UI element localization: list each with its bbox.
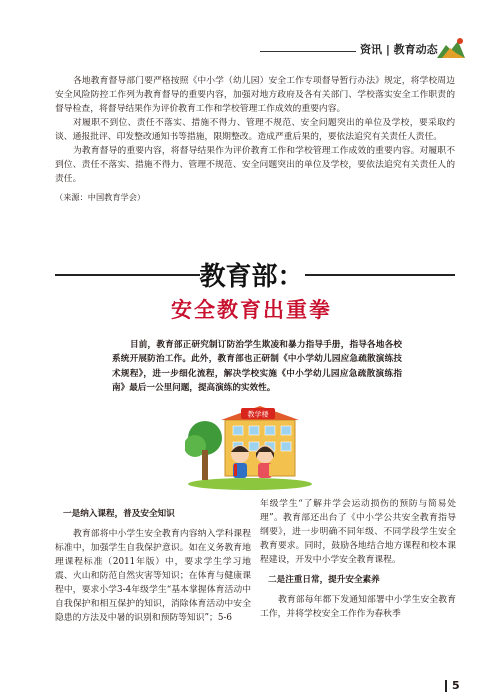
article-title-block	[0, 254, 503, 324]
paragraph: 对履职不到位、责任不落实、措施不得力、管理不规范、安全问题突出的单位及学校，要采取约谈、通报批评、印发整改通知书等措施，限期整改。造成严重后果的，要依法追究有关责任人责任。	[55, 118, 455, 142]
paragraph: 教育部每年都下发通知部署中小学生安全教育工作，并将学校安全工作作为春秋季	[260, 595, 456, 619]
paragraph: 各地教育督导部门要严格按照《中小学（幼儿园）安全工作专项督导暂行办法》规定，将学校周边安全风险防控工作列为教育督导的重要内容，加强对地方政府及各有关部门、学校落实安全工作职责的督导检查，将督导结果作为评价教育工作和学校管理工作成效的重要内容。	[55, 76, 455, 114]
lead-paragraph: 目前，教育部正研究制订防治学生欺凌和暴力指导手册，指导各地各校系统开展防治工作。此外，教育部也正研制《中小学幼儿园应急疏散演练技术规程》，进一步细化流程，解决学校实施《中小学幼儿园应急疏散演练指南》最后一公里问题，提高演练的实效性。	[112, 340, 402, 394]
paragraph-continuation: 年级学生“了解并学会运动损伤的预防与简易处理”。教育部还出台了《中小学公共安全教育指导纲要》，进一步明确不同年级、不同学段学生安全教育要求。同时，鼓励各地结合地方课程和校本课程建设，开发中小学安全教育课程。	[260, 499, 456, 565]
section-heading-2: 二是注重日常，提升安全素养	[268, 575, 380, 585]
article-lead	[112, 338, 402, 396]
paragraph: 教育部将中小学生安全教育内容纳入学科课程标准中，加强学生自我保护意识。如在义务教育地理课程标准（2011年版）中，要求学生学习地震、火山和防范自然灾害等知识；在体育与健康课程中，要求小学3-4年级学生“基本掌握体育活动中自我保护和相互保护的知识，消除体育活动中安全隐患的方法及中暑的识别和预防等知识”；5-6	[55, 529, 251, 623]
source-credit: （来源：中国教育学会）	[55, 192, 146, 202]
article-title: 教育部：	[199, 262, 304, 292]
school-children-illustration	[185, 400, 315, 490]
page-header	[260, 36, 470, 60]
top-article-text	[55, 74, 455, 204]
article-subtitle: 安全教育出重拳	[171, 297, 332, 322]
section-heading-1: 一是纳入课程，普及安全知识	[63, 509, 175, 519]
hill-logo-icon	[436, 36, 466, 60]
building-sign-text: 教学楼	[247, 410, 269, 419]
page-number: 5	[445, 680, 460, 692]
header-rule	[260, 51, 356, 52]
left-column	[55, 507, 251, 625]
section-label: 资讯 | 教育动态	[360, 43, 438, 56]
right-column	[260, 497, 456, 621]
paragraph: 为教育督导的重要内容，将督导结果作为评价教育工作和学校管理工作成效的重要内容。对履职不到位、责任不落实、措施不得力、管理不规范、安全问题突出的单位及学校，要依法追究有关责任人的责任。	[55, 146, 455, 184]
